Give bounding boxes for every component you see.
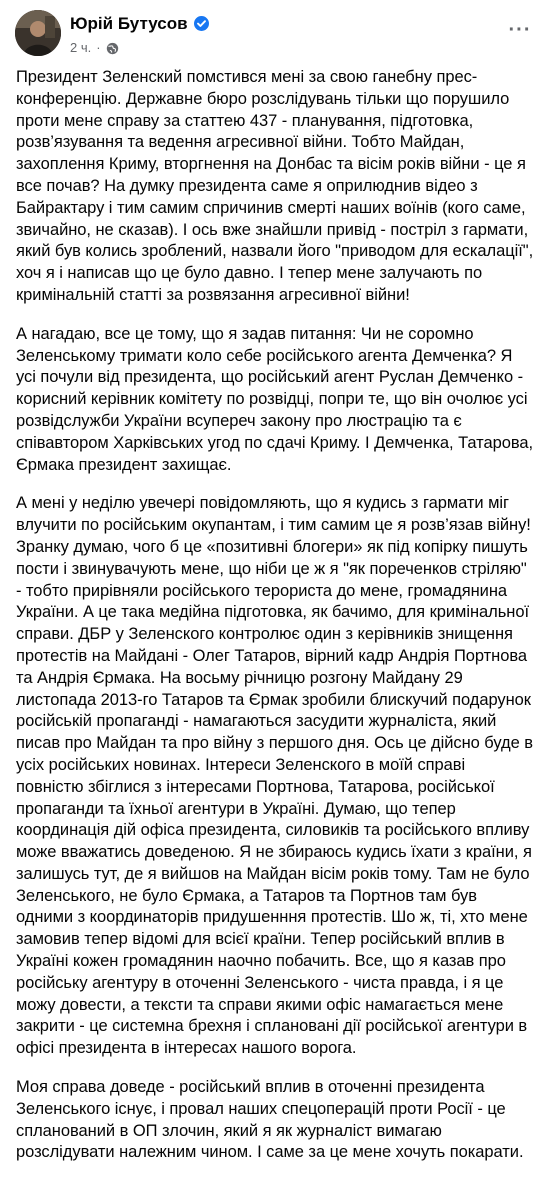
author-name-text[interactable]: Юрій Бутусов xyxy=(70,14,188,33)
meta-separator: · xyxy=(96,40,101,55)
more-options-icon[interactable]: ··· xyxy=(508,18,532,41)
post-body xyxy=(16,67,536,1181)
post-meta xyxy=(70,40,119,58)
avatar-photo xyxy=(15,10,61,56)
verified-badge-icon xyxy=(194,16,209,31)
post-paragraph: Моя справа доведе - російський вплив в оточенні президента Зеленського існує, і провал наших спецоперацій проти Росії - це спланований в ОП злочин, який я як журналіст вимагаю розслідувати належним чином. І саме за це мене хочуть покарати. xyxy=(16,1078,524,1162)
avatar[interactable] xyxy=(15,10,61,56)
post-header xyxy=(15,10,535,60)
post-paragraph: А мені у неділю увечері повідомляють, що я кудись з гармати міг влучити по російським окупантам, і тим самим це я розв’язав війну! Зранку думаю, чого б це «позитивні блогери» як під копірку пишуть пости і звинувачують мене, що ніби це ж я "як пореченков стріляю" - тобто прирівняли російського терориста до мене, громадянина України. А це така медійна підготовка, як бачимо, для кримінальної справи. ДБР у Зеленского контролює один з керівників знищення протестів на Майдані - Олег Татаров, вірний кадр Андрія Портнова та Андрія Єрмака. На восьму річницю розгону Майдану 29 листопада 2013-го Татаров та Єрмак зробили блискучий подарунок російській пропаганді - намагаються засудити журналіста, який писав про Майдан та про війну з першого дня. Ось це дійсно буде в усіх російських новинах. Інтереси Зеленского в моїй справі повністю збіглися з інтересами Портнова, Татарова, російської пропаганди та їхньої агентури в Україні. Думаю, що тепер координація дій офіса президента, силовиків та російського впливу може вважатись доведеною. Я не збираюсь кудись їхати з країни, я залишусь тут, де я вийшов на Майдан вісім років тому. Там не було Зеленського, не було Єрмака, а Татаров та Портнов там був одними з координаторів придушенння протестів. Шо ж, ті, хто мене замовив тепер відомі для всієї країни. Тепер російський вплив в Україні кожен громадянин наочно побачить. Все, що я казав про російську агентуру в оточенні Зеленського - чиста правда, і я це можу довести, а тексти та справи якими офіс намагається мене закрити - це системна брехня і сплановані дії російської агентури в офісі президента в інтересах нашого ворога. xyxy=(16,494,533,1058)
author-name[interactable] xyxy=(70,14,209,34)
globe-icon[interactable] xyxy=(106,42,119,58)
post-paragraph: А нагадаю, все це тому, що я задав питання: Чи не соромно Зеленському тримати коло себе російського агента Демченка? Я усі почули від президента, що російський агент Руслан Демченко - корисний керівник комітету по розвідці, попри те, що він очолює усі розвідслужби України всупереч закону про люстрацію та є співавтором Харківських угод по сдачі Криму. І Демченка, Татарова, Єрмака президент захищає. xyxy=(16,324,534,474)
post-paragraph: Президент Зеленский помстився мені за свою ганебну прес-конференцію. Державне бюро розслідувань тільки що порушило проти мене справу за статтею 437 - планування, підготовка, розв’язування та ведення агресивної війни. Тобто Майдан, захоплення Криму, вторгнення на Донбас та вісім років війни - це я все почав? На думку президента саме я оприлюднив відео з Байрактару і тим самим спричинив смерті наших воїнів (кого саме, звичайно, не сказав). І ось вже знайшли привід - постріл з гармати, який був колись зроблений, назвали його "приводом для ескалації", хоч я і написав що це було давно. І тепер мене залучають по кримінальній статті за розвязання агресивної війни! xyxy=(16,68,534,304)
post-timestamp[interactable]: 2 ч. xyxy=(70,40,92,55)
